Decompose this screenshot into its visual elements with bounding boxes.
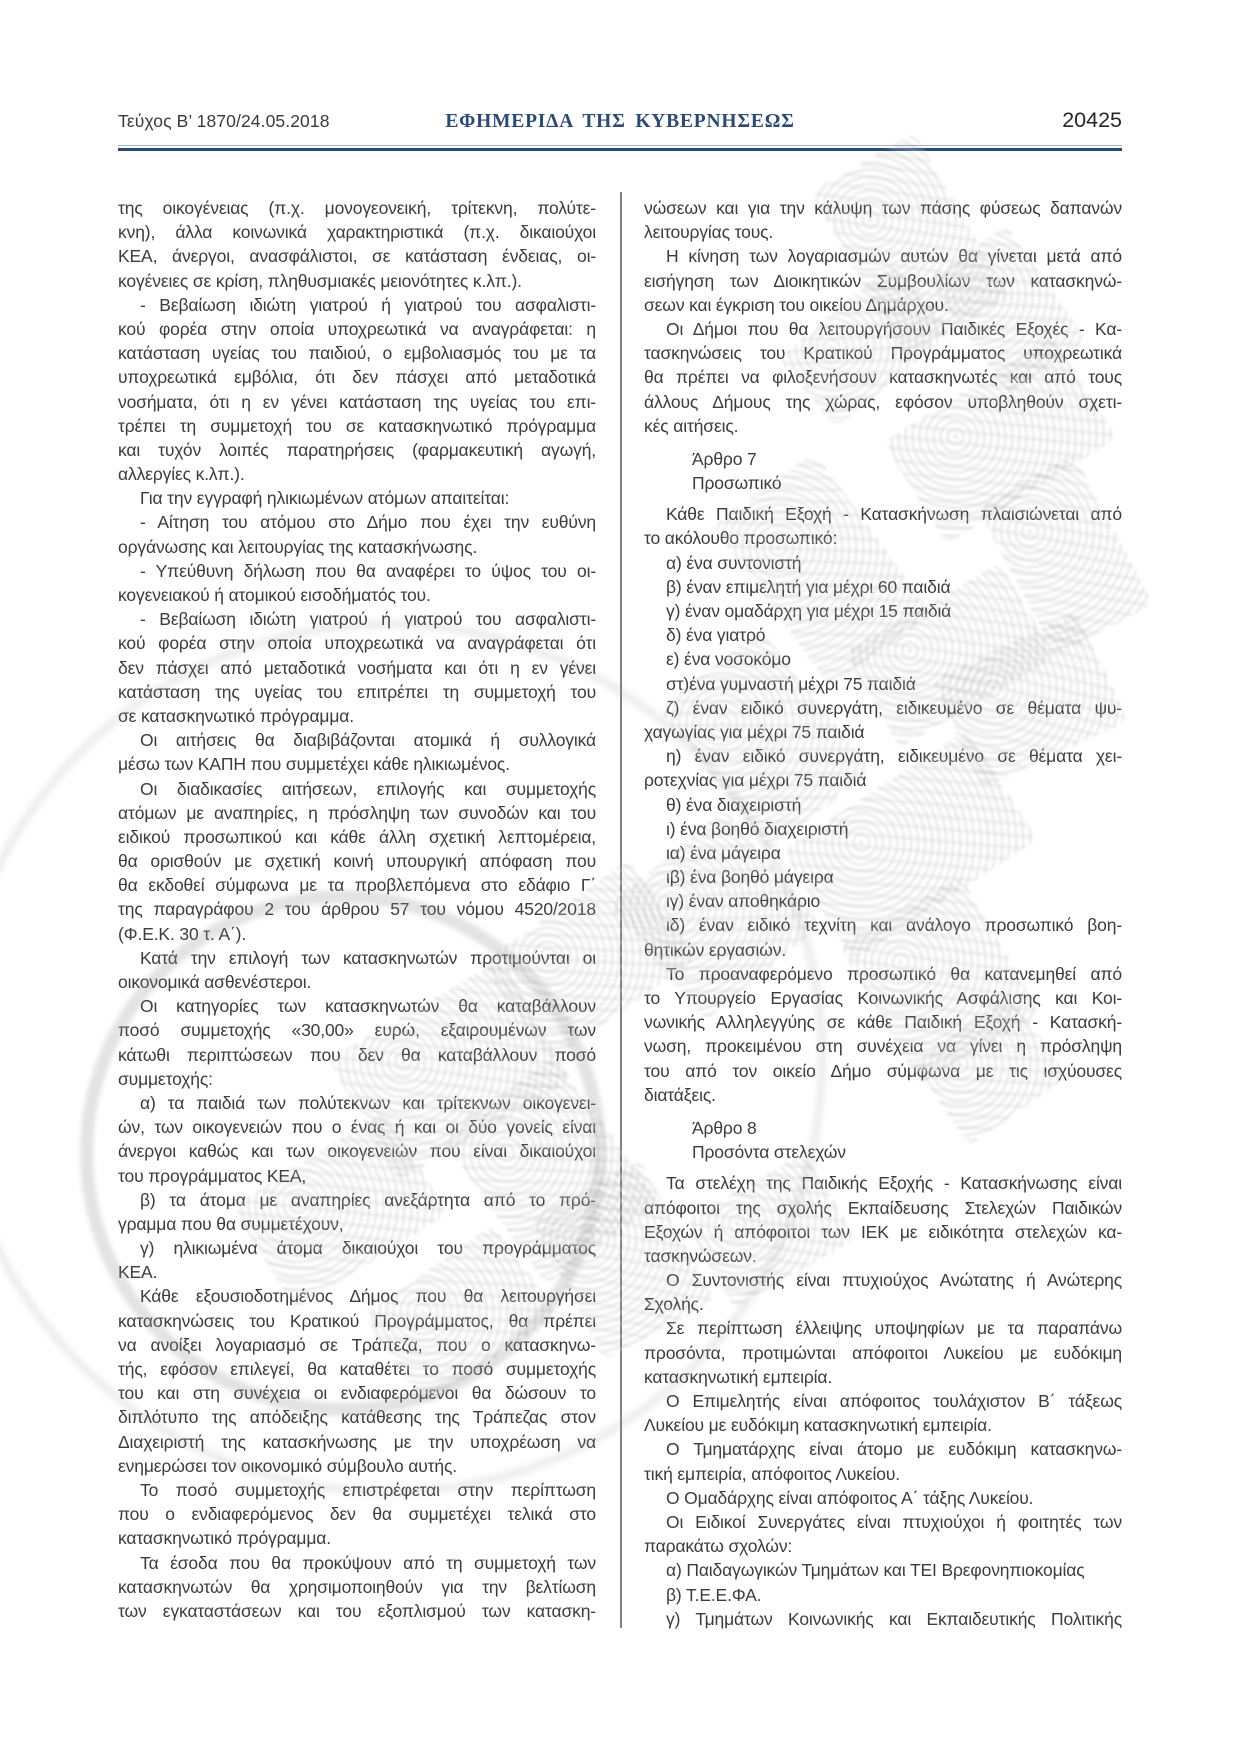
text-line: θα εκδοθεί σύμφωνα με τα προβλεπόμενα στο εδάφιο Γ΄ <box>118 875 596 896</box>
text-line: Σε περίπτωση έλλειψης υποψηφίων με τα παραπάνω <box>666 1318 1122 1339</box>
text-line: κατασκηνωτών θα χρησιμοποιηθούν για την βελτίωση <box>118 1576 596 1597</box>
text-line: της παραγράφου 2 του άρθρου 57 του νόμου 4520/2018 <box>118 899 596 920</box>
text-line: μέσω των ΚΑΠΗ που συμμετέχει κάθε ηλικιωμένος. <box>118 754 510 775</box>
text-line: κογενειακού ή ατομικού εισοδήματός του. <box>118 585 431 605</box>
text-line: γ) έναν ομαδάρχη για μέχρι 15 παιδιά <box>666 601 952 621</box>
text-line: θητικών εργασιών. <box>644 939 787 960</box>
text-line: κατασκηνωτικό πρόγραμμα. <box>118 1528 331 1549</box>
text-line: ια) ένα μάγειρα <box>666 842 781 863</box>
text-line: τασκηνώσεων. <box>644 1245 757 1266</box>
header-rule-thick <box>118 148 1122 151</box>
issue-label: Τεύχος Β’ 1870/24.05.2018 <box>118 111 330 131</box>
text-line: νωση, προκειμένου στη συνέχεια να γίνει η πρόσληψη <box>644 1036 1122 1057</box>
text-line: των εγκαταστάσεων και του εξοπλισμού των κατασκη- <box>118 1600 596 1621</box>
text-line: ιβ) ένα βοηθό μάγειρα <box>666 867 834 888</box>
text-block <box>118 196 1122 1631</box>
text-line: Κατά την επιλογή των κατασκηνωτών προτιμούνται οι <box>140 947 596 968</box>
text-line: ειδικού προσωπικού και κάθε άλλη σχετική λεπτομέρεια, <box>118 826 596 847</box>
text-line: άνεργοι καθώς και των οικογενειών που είναι δικαιούχοι <box>118 1141 596 1162</box>
article-heading <box>692 1116 1122 1164</box>
text-line: Τα έσοδα που θα προκύψουν από τη συμμετοχή των <box>140 1552 596 1573</box>
text-line: τική εμπειρία, απόφοιτος Λυκείου. <box>644 1463 901 1484</box>
text-line: σεων και έγκριση του οικείου Δημάρχου. <box>644 294 949 315</box>
text-line: ενημερώσει τον οικονομικό σύμβουλο αυτής. <box>118 1455 458 1476</box>
text-line: απόφοιτοι της σχολής Εκπαίδευσης Στελεχών Παιδικών <box>644 1197 1122 1218</box>
heading-line: Προσωπικό <box>692 473 782 494</box>
text-line: ΚΕΑ, άνεργοι, ανασφάλιστοι, σε κατάσταση ένδειας, οι- <box>118 246 596 267</box>
text-line: αλλεργίες κ.λπ.). <box>118 464 245 485</box>
text-line: κνη), άλλα κοινωνικά χαρακτηριστικά (π.χ. δικαιούχοι <box>118 222 596 243</box>
text-line: β) Τ.Ε.Ε.ΦΑ. <box>666 1584 762 1605</box>
text-line: ΚΕΑ. <box>118 1262 158 1283</box>
text-line: κατάσταση υγείας του παιδιού, ο εμβολιασμός του με τα <box>118 343 596 364</box>
text-line: λειτουργίας τους. <box>644 222 774 243</box>
text-line: γραμμα που θα συμμετέχουν, <box>118 1213 344 1234</box>
text-line: Οι Δήμοι που θα λειτουργήσουν Παιδικές Εξοχές - Κα- <box>666 318 1122 339</box>
text-line: του από τον οικείο Δήμο σύμφωνα με τις ισχύουσες <box>644 1060 1122 1081</box>
text-line: να ανοίξει λογαριασμό σε Τράπεζα, που ο κατασκηνω- <box>118 1334 596 1355</box>
text-line: κατάσταση της υγείας του επιτρέπει τη συμμετοχή του <box>118 681 596 702</box>
text-line: Οι αιτήσεις θα διαβιβάζονται ατομικά ή συλλογικά <box>140 730 596 751</box>
text-line: Οι Ειδικοί Συνεργάτες είναι πτυχιούχοι ή φοιτητές των <box>666 1511 1122 1532</box>
text-line: του προγράμματος ΚΕΑ, <box>118 1165 307 1186</box>
text-line: ατόμων με αναπηρίες, η πρόσληψη των συνοδών και του <box>118 802 596 823</box>
text-line: τρέπει τη συμμετοχή του σε κατασκηνωτικό πρόγραμμα <box>118 415 596 436</box>
text-line: οργάνωσης και λειτουργίας της κατασκήνωσης. <box>118 536 478 557</box>
text-line: διατάξεις. <box>644 1084 716 1105</box>
article-heading <box>692 447 1122 495</box>
text-line: Ο Επιμελητής είναι απόφοιτος τουλάχιστον Β΄ τάξεως <box>666 1391 1122 1411</box>
text-line: κού φορέα στην οποία υποχρεωτικά να αναγράφεται ότι <box>118 633 596 654</box>
text-line: - Βεβαίωση ιδιώτη γιατρού ή γιατρού του ασφαλιστι- <box>140 609 596 630</box>
text-line: κάτωθι περιπτώσεων που δεν θα καταβάλλουν ποσό <box>118 1044 596 1065</box>
text-line: υποχρεωτικά εμβόλια, ότι δεν πάσχει από μεταδοτικά <box>118 367 596 388</box>
text-line: του και στη συνέχεια οι ενδιαφερόμενοι θα δώσουν το <box>118 1383 596 1404</box>
page-header <box>118 108 1122 133</box>
heading-line: Άρθρο 7 <box>692 448 757 469</box>
text-line: κού φορέα στην οποία υποχρεωτικά να αναγράφεται: η <box>118 318 596 339</box>
text-line: Εξοχών ή απόφοιτοι των ΙΕΚ με ειδικότητα στελεχών κα- <box>644 1221 1122 1242</box>
text-line: - Αίτηση του ατόμου στο Δήμο που έχει την ευθύνη <box>140 512 596 533</box>
header-rule-thin <box>118 145 1122 146</box>
text-line: συμμετοχής: <box>118 1068 213 1089</box>
text-line: Η κίνηση των λογαριασμών αυτών θα γίνεται μετά από <box>666 246 1122 267</box>
text-line: ποσό συμμετοχής «30,00» ευρώ, εξαιρουμένων των <box>118 1020 596 1041</box>
text-line: Διαχειριστή της κατασκήνωσης με την υποχρέωση να <box>118 1431 596 1452</box>
text-line: γ) ηλικιωμένα άτομα δικαιούχοι του προγράμματος <box>140 1238 596 1259</box>
text-line: της οικογένειας (π.χ. μονογεονεική, τρίτεκνη, πολύτε- <box>118 198 596 218</box>
text-line: θ) ένα διαχειριστή <box>666 794 802 815</box>
text-line: κατασκηνώσεις του Κρατικού Προγράμματος, θα πρέπει <box>118 1310 596 1331</box>
text-line: τασκηνώσεις του Κρατικού Προγράμματος υποχρεωτικά <box>644 343 1122 364</box>
text-line: κατασκηνωτική εμπειρία. <box>644 1366 833 1387</box>
heading-line: Άρθρο 8 <box>692 1117 757 1138</box>
text-line: β) έναν επιμελητή για μέχρι 60 παιδιά <box>666 576 951 597</box>
text-line: χαγωγίας για μέχρι 75 παιδιά <box>644 721 865 742</box>
gazette-title: ΕΦΗΜΕΡΙΔΑ ΤΗΣ ΚΥΒΕΡΝΗΣΕΩΣ <box>445 111 795 132</box>
text-line: α) Παιδαγωγικών Τμημάτων και ΤΕΙ Βρεφονηπιοκομίας <box>666 1560 1085 1581</box>
text-line: στ)ένα γυμναστή μέχρι 75 παιδιά <box>666 673 916 694</box>
text-line: Το προαναφερόμενο προσωπικό θα κατανεμηθεί από <box>666 963 1122 984</box>
text-line: θα ορισθούν με σχετική κοινή υπουργική απόφαση που <box>118 851 596 872</box>
text-line: Οι διαδικασίες αιτήσεων, επιλογής και συμμετοχής <box>140 778 596 799</box>
text-line: ι) ένα βοηθό διαχειριστή <box>666 818 849 839</box>
text-line: δεν πάσχει από μεταδοτικά νοσήματα και ότι η εν γένει <box>118 657 596 678</box>
text-line: Τα στελέχη της Παιδικής Εξοχής - Κατασκήνωσης είναι <box>666 1173 1122 1194</box>
text-line: Λυκείου με ευδόκιμη κατασκηνωτική εμπειρία. <box>644 1415 992 1436</box>
left-column <box>118 196 596 1631</box>
text-line: και τυχόν λοιπές παρατηρήσεις (φαρμακευτική αγωγή, <box>118 439 596 460</box>
text-line: οικονομικά ασθενέστεροι. <box>118 972 312 992</box>
text-line: το ακόλουθο προσωπικό: <box>644 528 838 549</box>
text-line: - Βεβαίωση ιδιώτη γιατρού ή γιατρού του ασφαλιστι- <box>140 294 596 315</box>
text-line: Κάθε Παιδική Εξοχή - Κατασκήνωση πλαισιώνεται από <box>666 504 1122 525</box>
text-line: - Υπεύθυνη δήλωση που θα αναφέρει το ύψος του οι- <box>140 560 596 581</box>
text-line: α) ένα συντονιστή <box>666 552 802 573</box>
text-line: θα πρέπει να φιλοξενήσουν κατασκηνωτές και από τους <box>644 367 1122 388</box>
text-line: (Φ.Ε.Κ. 30 τ. Α΄). <box>118 923 247 944</box>
text-line: ιγ) έναν αποθηκάριο <box>666 891 821 912</box>
text-line: τής, εφόσον επιλεγεί, θα καταθέτει το ποσό συμμετοχής <box>118 1359 596 1379</box>
text-line: δ) ένα γιατρό <box>666 625 766 646</box>
text-line: παρακάτω σχολών: <box>644 1536 793 1557</box>
text-line: νώσεων και για την κάλυψη των πάσης φύσεως δαπανών <box>644 198 1122 218</box>
text-line: Το ποσό συμμετοχής επιστρέφεται στην περίπτωση <box>140 1479 596 1500</box>
text-line: ροτεχνίας για μέχρι 75 παιδιά <box>644 770 867 791</box>
text-line: νωνικής Αλληλεγγύης σε κάθε Παιδική Εξοχή - Κατασκή- <box>644 1012 1122 1033</box>
text-line: νοσήματα, ότι η εν γένει κατάσταση της υγείας του επι- <box>118 391 596 412</box>
text-line: ών, των οικογενειών που ο ένας ή και οι δύο γονείς είναι <box>118 1117 596 1138</box>
text-line: κογένειες σε κρίση, πληθυσμιακές μειονότητες κ.λπ.). <box>118 270 522 291</box>
text-line: Ο Ομαδάρχης είναι απόφοιτος Α΄ τάξης Λυκείου. <box>666 1487 1034 1508</box>
text-line: το Υπουργείο Εργασίας Κοινωνικής Ασφάλισης και Κοι- <box>644 988 1122 1008</box>
text-line: ιδ) έναν ειδικό τεχνίτη και ανάλογο προσωπικό βοη- <box>666 915 1122 936</box>
text-line: γ) Τμημάτων Κοινωνικής και Εκπαιδευτικής Πολιτικής <box>666 1608 1122 1629</box>
right-column <box>644 196 1122 1631</box>
text-line: η) έναν ειδικό συνεργάτη, ειδικευμένο σε θέματα χει- <box>666 746 1122 767</box>
text-line: Για την εγγραφή ηλικιωμένων ατόμων απαιτείται: <box>140 488 510 509</box>
text-line: σε κατασκηνωτικό πρόγραμμα. <box>118 705 354 726</box>
text-line: που ο ενδιαφερόμενος δεν θα συμμετέχει τελικά στο <box>118 1504 596 1525</box>
text-line: προσόντα, προτιμώνται απόφοιτοι Λυκείου με ευδόκιμη <box>644 1342 1122 1363</box>
text-line: α) τα παιδιά των πολύτεκνων και τρίτεκνων οικογενει- <box>140 1092 596 1113</box>
text-line: Ο Συντονιστής είναι πτυχιούχος Ανώτατης ή Ανώτερης <box>666 1270 1122 1291</box>
text-line: κές αιτήσεις. <box>644 415 739 436</box>
text-line: β) τα άτομα με αναπηρίες ανεξάρτητα από το πρό- <box>140 1189 596 1210</box>
text-line: ζ) έναν ειδικό συνεργάτη, ειδικευμένο σε θέματα ψυ- <box>666 697 1122 718</box>
text-line: Οι κατηγορίες των κατασκηνωτών θα καταβάλλουν <box>140 996 596 1017</box>
page-number: 20425 <box>1062 108 1123 132</box>
text-line: Ο Τμηματάρχης είναι άτομο με ευδόκιμη κατασκηνω- <box>666 1439 1122 1460</box>
text-line: διπλότυπο της απόδειξης κατάθεσης της Τράπεζας στον <box>118 1407 596 1428</box>
text-line: ε) ένα νοσοκόμο <box>666 649 791 670</box>
text-line: άλλους Δήμους της χώρας, εφόσον υποβληθούν σχετι- <box>644 391 1122 412</box>
text-line: εισήγηση των Διοικητικών Συμβουλίων των κατασκηνώ- <box>644 270 1122 291</box>
text-line: Κάθε εξουσιοδοτημένος Δήμος που θα λειτουργήσει <box>140 1286 596 1307</box>
heading-line: Προσόντα στελεχών <box>692 1142 846 1163</box>
text-line: Σχολής. <box>644 1294 704 1315</box>
